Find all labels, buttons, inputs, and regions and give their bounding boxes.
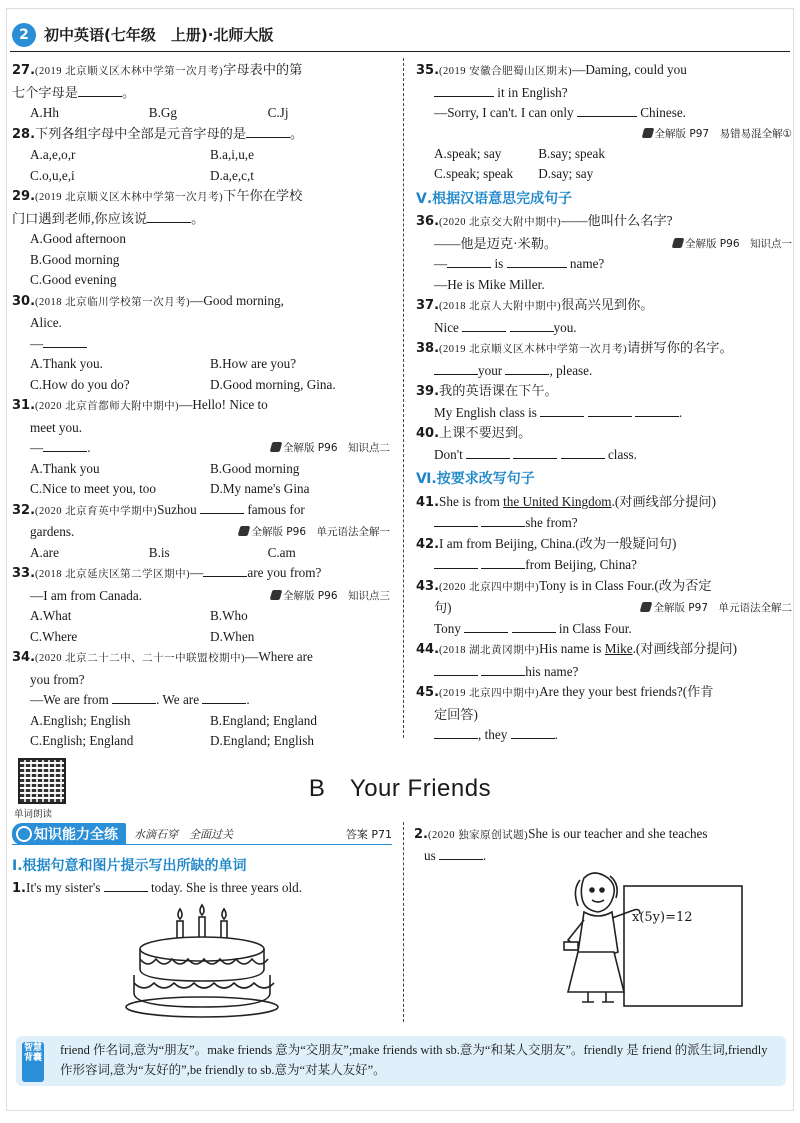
- answer-blank[interactable]: [513, 447, 557, 459]
- reference-note: 全解版 P97 易错易混全解①: [643, 124, 792, 145]
- reference-icon: [672, 238, 685, 248]
- question-36: 36.(2020 北京交大附中期中)——他叫什么名字? ——他是迈克·米勒。 全解版 P96 知识点一 — is name? —He is Mike Miller.: [416, 213, 792, 292]
- question-30: 30.(2018 北京临川学校第一次月考)—Good morning, Alice. — A.Thank you. B.How are you? C.How do you do? D.Good morning, Gina.: [12, 292, 336, 392]
- answer-blank[interactable]: [577, 105, 637, 117]
- question-31: 31.(2020 北京首都师大附中期中)—Hello! Nice to meet you. — . 全解版 P96 知识点二 A.Thank you B.Good morning C.Nice to meet you, too D.My name's Gina: [12, 397, 390, 496]
- question-42: 42.I am from Beijing, China.(改为一般疑问句) from Beijing, China?: [416, 535, 677, 572]
- question-34: 34.(2020 北京二十二中、二十一中联盟校期中)—Where are you from? —We are from . We are . A.English; English B.England; England C.English; England D.England; English: [12, 649, 317, 748]
- question-38: 38.(2019 北京顺义区木林中学第一次月考)请拼写你的名字。 your , please.: [416, 340, 733, 378]
- answer-blank[interactable]: [246, 126, 290, 138]
- reference-note: 全解版 P96 知识点三: [271, 586, 390, 607]
- reference-icon: [238, 526, 251, 536]
- answer-blank[interactable]: [464, 621, 508, 633]
- answer-blank[interactable]: [434, 515, 478, 527]
- section-heading-5: Ⅴ.根据汉语意思完成句子: [416, 190, 573, 207]
- answer-blank[interactable]: [439, 848, 483, 860]
- question-2: 2.(2020 独家原创试题)She is our teacher and she teaches: [414, 826, 708, 842]
- banner-subtitle: 水滴石穿 全面过关: [134, 827, 233, 841]
- reference-icon: [270, 590, 283, 600]
- question-39: 39.我的英语课在下午。 My English class is .: [416, 383, 683, 420]
- book-title: 初中英语(七年级 上册)·北师大版: [44, 26, 274, 44]
- section-heading-1: Ⅰ.根据句意和图片提示写出所缺的单词: [12, 858, 247, 874]
- answer-blank[interactable]: [481, 557, 525, 569]
- answer-blank[interactable]: [147, 211, 191, 223]
- answer-blank[interactable]: [78, 85, 122, 97]
- section-heading-6: Ⅵ.按要求改写句子: [416, 471, 535, 487]
- answer-blank[interactable]: [510, 320, 554, 332]
- answer-blank[interactable]: [561, 447, 605, 459]
- column-divider-lower: [403, 822, 404, 1022]
- reference-note: 全解版 P97 单元语法全解二: [641, 598, 792, 619]
- question-29: 29.(2019 北京顺义区木林中学第一次月考)下午你在学校 门口遇到老师,你应该说 。 A.Good afternoon B.Good morning C.Good evening: [12, 188, 303, 287]
- answer-blank[interactable]: [512, 621, 556, 633]
- answer-blank[interactable]: [434, 664, 478, 676]
- answer-blank[interactable]: [434, 363, 478, 375]
- practice-banner: [12, 823, 392, 845]
- page-header: [10, 18, 790, 52]
- answer-blank[interactable]: [202, 692, 246, 704]
- answer-blank[interactable]: [43, 336, 87, 348]
- tip-box: [16, 1036, 786, 1086]
- teacher-icon: [544, 868, 744, 1008]
- answer-blank[interactable]: [434, 727, 478, 739]
- answer-blank[interactable]: [481, 664, 525, 676]
- right-column: [416, 60, 792, 746]
- question-37: 37.(2018 北京人大附中期中)很高兴见到你。 Nice you.: [416, 297, 654, 335]
- answer-blank[interactable]: [434, 557, 478, 569]
- birthday-cake-icon: [122, 901, 282, 1021]
- answer-blank[interactable]: [434, 85, 494, 97]
- answer-blank[interactable]: [104, 880, 148, 892]
- answer-blank[interactable]: [511, 727, 555, 739]
- answer-blank[interactable]: [507, 256, 567, 268]
- answer-reference: 答案 P71: [345, 827, 392, 841]
- question-33: 33.(2018 北京延庆区第二学区期中)— are you from? —I am from Canada. 全解版 P96 知识点三 A.What B.Who C.Where D.When: [12, 565, 390, 644]
- reference-note: 全解版 P96 知识点一: [673, 234, 792, 255]
- question-43: 43.(2020 北京四中期中)Tony is in Class Four.(改为否定 句) 全解版 P97 单元语法全解二 Tony in Class Four.: [416, 577, 792, 636]
- qr-label: 单词朗读: [14, 809, 53, 820]
- reference-icon: [270, 442, 283, 452]
- question-45: 45.(2019 北京四中期中)Are they your best friends?(作肯 定回答) , they .: [416, 684, 714, 742]
- reference-note: 全解版 P96 知识点二: [271, 438, 390, 459]
- question-41: 41.She is from the United Kingdom.(对画线部分提问) she from?: [416, 493, 716, 530]
- page-number: 2: [12, 23, 36, 47]
- board-equation: x(5y)=12: [632, 910, 693, 925]
- reference-icon: [641, 128, 654, 138]
- answer-blank[interactable]: [447, 256, 491, 268]
- reference-icon: [640, 602, 653, 612]
- answer-blank[interactable]: [481, 515, 525, 527]
- question-27: 27.(2019 北京顺义区木林中学第一次月考)字母表中的第 七个字母是 。 A.Hh B.Gg C.Jj: [12, 62, 303, 120]
- answer-blank[interactable]: [505, 363, 549, 375]
- column-divider: [403, 58, 404, 738]
- answer-blank[interactable]: [635, 405, 679, 417]
- answer-blank[interactable]: [588, 405, 632, 417]
- answer-blank[interactable]: [43, 440, 87, 452]
- answer-blank[interactable]: [112, 692, 156, 704]
- answer-blank[interactable]: [203, 565, 247, 577]
- question-1: 1.It's my sister's today. She is three years old.: [12, 880, 303, 896]
- unit-title: B Your Friends: [308, 775, 492, 802]
- left-column: [12, 60, 390, 752]
- answer-blank[interactable]: [200, 502, 244, 514]
- answer-blank[interactable]: [466, 447, 510, 459]
- question-40: 40.上课不要迟到。 Don't class.: [416, 425, 637, 462]
- answer-blank[interactable]: [462, 320, 506, 332]
- teacher-illustration: [544, 868, 744, 1008]
- reference-note: 全解版 P96 单元语法全解一: [239, 522, 390, 543]
- tip-badge: 智慧背囊: [22, 1042, 44, 1082]
- tip-text: friend 作名词,意为“朋友”。make friends 意为“交朋友”;make friends with sb.意为“和某人交朋友”。friendly 是 friend 的派生词,friendly 作形容词,意为“友好的”,be friendly to sb.意为“对某人友好”。: [60, 1043, 768, 1077]
- question-32: 32.(2020 北京育英中学期中)Suzhou famous for gardens. 全解版 P96 单元语法全解一 A.are B.is C.am: [12, 501, 390, 560]
- question-35: 35.(2019 安徽合肥蜀山区期末)—Daming, could you it in English? —Sorry, I can't. I can only Chinese. 全解版 P97 易错易混全解① A.speak; say B.say; speak C.speak; speak D.say; say: [416, 62, 792, 181]
- lower-left-section: [12, 852, 392, 1027]
- lower-right-section: 2.(2020 独家原创试题)She is our teacher and she teaches us . x(5y)=12: [414, 824, 792, 1008]
- question-28: 28.下列各组字母中全部是元音字母的是 。 A.a,e,o,r B.a,i,u,e C.o,u,e,i D.a,e,c,t: [12, 125, 304, 183]
- banner-logo: 知识能力全练: [12, 823, 126, 845]
- answer-blank[interactable]: [540, 405, 584, 417]
- question-44: 44.(2018 湖北黄冈期中)His name is Mike.(对画线部分提问) his name?: [416, 641, 737, 679]
